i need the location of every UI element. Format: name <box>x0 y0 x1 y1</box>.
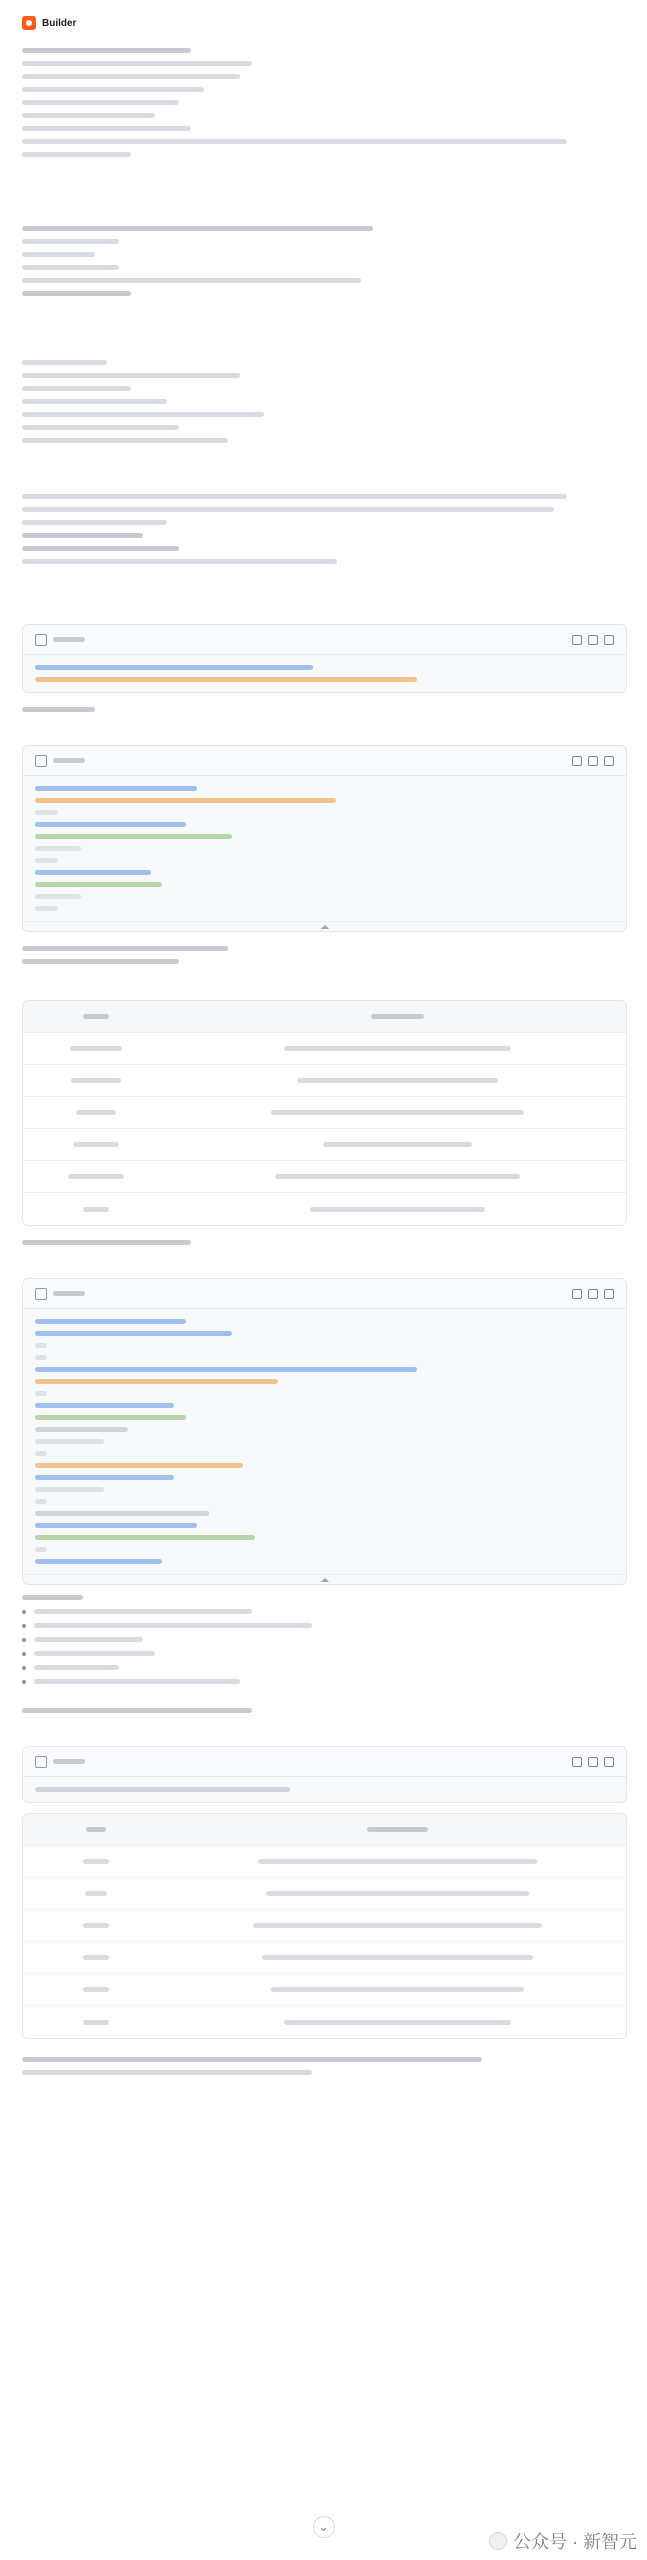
copy-icon[interactable] <box>572 1289 582 1299</box>
copy-icon[interactable] <box>572 1757 582 1767</box>
python-analysis-section <box>22 360 627 480</box>
scroll-down-button[interactable]: ⌄ <box>313 2516 335 2538</box>
python-scroll-indicator[interactable] <box>23 1574 626 1584</box>
python-code-card <box>22 1278 627 1585</box>
issues-table <box>22 1000 627 1226</box>
optimization-table <box>22 1813 627 2039</box>
intro-paragraph <box>22 42 627 212</box>
more-icon[interactable] <box>604 756 614 766</box>
insert-icon[interactable] <box>588 1289 598 1299</box>
copy-icon[interactable] <box>572 756 582 766</box>
assistant-name: Builder <box>42 17 77 29</box>
java-code-header <box>23 746 626 776</box>
python-section-title <box>22 946 627 990</box>
copy-icon[interactable] <box>572 635 582 645</box>
python-code-header <box>23 1279 626 1309</box>
scaling-title <box>22 1708 627 1736</box>
more-icon[interactable] <box>604 1289 614 1299</box>
analysis-section <box>22 226 627 346</box>
code-file-icon <box>35 634 47 646</box>
fix-section <box>22 707 627 735</box>
solution-section <box>22 494 627 614</box>
scaling-note-header <box>23 1747 626 1777</box>
insert-icon[interactable] <box>588 635 598 645</box>
more-icon[interactable] <box>604 635 614 645</box>
python-icon <box>35 1288 47 1300</box>
closing-text <box>22 2057 627 2075</box>
refactor-title <box>22 1240 627 1268</box>
note-icon <box>35 1756 47 1768</box>
code-header <box>23 625 626 655</box>
scaling-note-card <box>22 1746 627 1803</box>
more-icon[interactable] <box>604 1757 614 1767</box>
java-icon <box>35 755 47 767</box>
code-scroll-indicator[interactable] <box>23 921 626 931</box>
wechat-logo-icon <box>489 2532 507 2550</box>
assistant-header <box>22 14 627 32</box>
plaintext-code-card <box>22 624 627 693</box>
improvements-list <box>22 1585 627 1694</box>
insert-icon[interactable] <box>588 756 598 766</box>
insert-icon[interactable] <box>588 1757 598 1767</box>
java-code-card <box>22 745 627 932</box>
watermark <box>489 2528 637 2554</box>
builder-logo-icon <box>22 16 36 30</box>
watermark-text: 公众号 · 新智元 <box>513 2532 637 2552</box>
